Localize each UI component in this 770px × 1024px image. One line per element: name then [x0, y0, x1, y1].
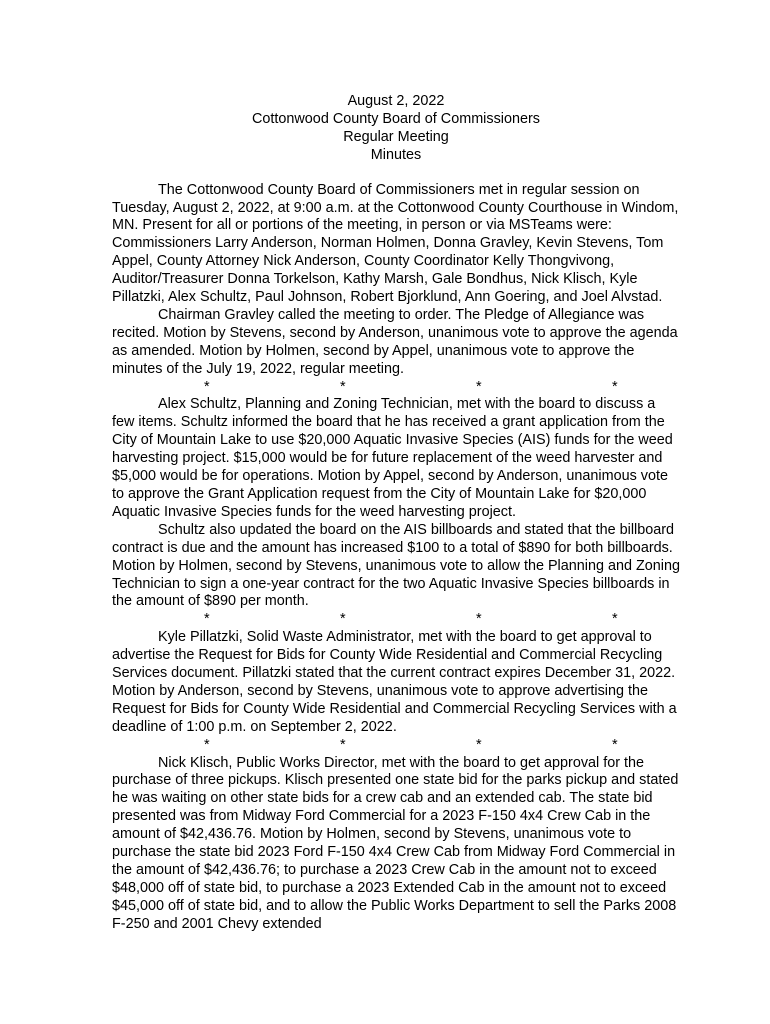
separator-star: * [476, 736, 482, 753]
separator-star: * [340, 611, 346, 628]
document-header [112, 93, 680, 165]
paragraph-billboards: Schultz also updated the board on the AIS billboards and stated that the billboard contract is due and the amount has increased $100 to a total of $890 for both billboards. Motion by Holmen, second by Stevens, unanimous vote to allow the Planning and Zoning Technician to sign a one-year contract for the two Aquatic Invasive Species billboards in the amount of $890 per month. [112, 521, 680, 610]
separator-star: * [476, 378, 482, 395]
separator-star: * [204, 378, 210, 395]
paragraph-pickup-purchase: Nick Klisch, Public Works Director, met with the board to get approval for the purchase of three pickups. Klisch presented one state bid for the parks pickup and stated he was waiting on other state bids for a crew cab and an extended cab. The state bid presented was from Midway Ford Commercial for a 2023 F-150 4x4 Crew Cab in the amount of $42,436.76. Motion by Holmen, second by Stevens, unanimous vote to purchase the state bid 2023 Ford F-150 4x4 Crew Cab from Midway Ford Commercial in the amount of $42,436.76; to purchase a 2023 Crew Cab in the amount not to exceed $48,000 off of state bid, to purchase a 2023 Extended Cab in the amount not to exceed $45,000 off of state bid, and to allow the Public Works Department to sell the Parks 2008 F-250 and 2001 Chevy extended [112, 754, 679, 932]
separator-star: * [612, 378, 618, 395]
document-type: Minutes [370, 146, 422, 163]
separator-star: * [476, 611, 482, 628]
meeting-type: Regular Meeting [343, 128, 449, 145]
paragraph-call-to-order: Chairman Gravley called the meeting to order. The Pledge of Allegiance was recited. Motion by Stevens, second by Anderson, unanimous vote to approve the agenda as amended. Motion by Holmen, second by Appel, unanimous vote to approve the minutes of the July 19, 2022, regular meeting. [112, 306, 678, 377]
separator-star: * [204, 736, 210, 753]
separator-star: * [204, 611, 210, 628]
organization-name: Cottonwood County Board of Commissioners [252, 110, 540, 127]
section-separator [112, 737, 680, 755]
paragraph-recycling-bids: Kyle Pillatzki, Solid Waste Administrator, met with the board to get approval to advertise the Request for Bids for County Wide Residential and Commercial Recycling Services document. Pillatzki stated that the current contract expires December 31, 2022. Motion by Anderson, second by Stevens, unanimous vote to approve advertising the Request for Bids for County Wide Residential and Commercial Recycling Services with a deadline of 1:00 p.m. on September 2, 2022. [112, 629, 677, 735]
meeting-date: August 2, 2022 [347, 93, 445, 109]
section-separator [112, 611, 680, 629]
paragraph-attendance: The Cottonwood County Board of Commissioners met in regular session on Tuesday, August 2, 2022, at 9:00 a.m. at the Cottonwood County Courthouse in Windom, MN. Present for all or portions of the meeting, in person or via MSTeams were: Commissioners Larry Anderson, Norman Holmen, Donna Gravley, Kevin Stevens, Tom Appel, County Attorney Nick Anderson, County Coordinator Kelly Thongvivong, Auditor/Treasurer Donna Torkelson, Kathy Marsh, Gale Bondhus, Nick Klisch, Kyle Pillatzki, Alex Schultz, Paul Johnson, Robert Bjorklund, Ann Goering, and Joel Alvstad. [112, 181, 679, 306]
separator-star: * [612, 611, 618, 628]
separator-star: * [340, 736, 346, 753]
separator-star: * [340, 378, 346, 395]
section-separator [112, 379, 680, 397]
paragraph-grant-application: Alex Schultz, Planning and Zoning Technician, met with the board to discuss a few items. Schultz informed the board that he has received a grant application from the City of Mountain Lake to use $20,000 Aquatic Invasive Species (AIS) funds for the weed harvesting project. $15,000 would be for future replacement of the weed harvester and $5,000 would be for operations. Motion by Appel, second by Anderson, unanimous vote to approve the Grant Application request from the City of Mountain Lake for $20,000 Aquatic Invasive Species funds for the weed harvesting project. [112, 396, 673, 520]
document-page [112, 93, 680, 934]
separator-star: * [612, 736, 618, 753]
